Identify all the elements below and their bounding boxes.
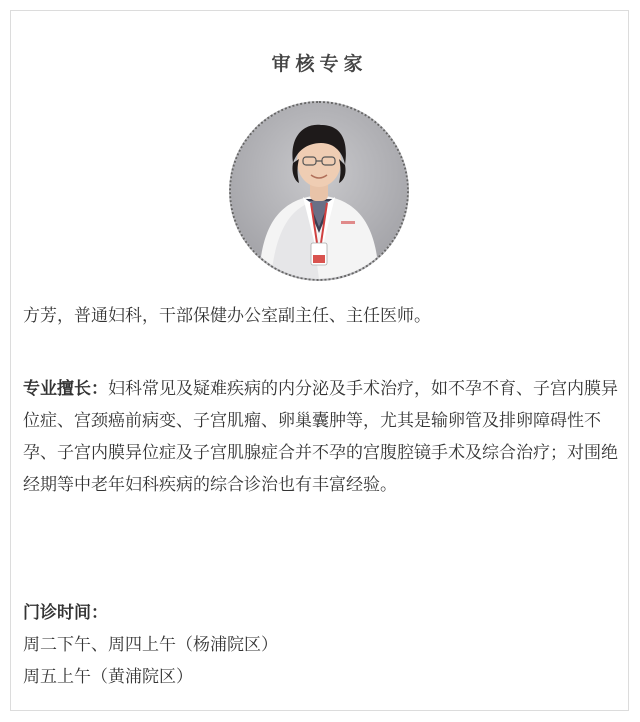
specialty-paragraph <box>23 373 621 501</box>
clinic-schedule-line: 周二下午、周四上午（杨浦院区） <box>23 635 278 655</box>
clinic-schedule-line: 周五上午（黄浦院区） <box>23 667 193 687</box>
specialty-label: 专业擅长： <box>23 379 108 399</box>
specialty-text: 妇科常见及疑难疾病的内分泌及手术治疗，如不孕不育、子宫内膜异位症、宫颈癌前病变、子宫肌瘤、卵巢囊肿等，尤其是输卵管及排卵障碍性不孕、子宫内膜异位症及子宫肌腺症合并不孕的宫腹腔镜手术及综合治疗；对围绝经期等中老年妇科疾病的综合诊治也有丰富经验。 <box>23 379 618 495</box>
page-title: 审核专家 <box>271 53 368 75</box>
doctor-portrait-icon <box>231 103 407 279</box>
doctor-avatar <box>229 101 409 281</box>
expert-card <box>10 10 629 711</box>
clinic-hours-label: 门诊时间： <box>23 603 108 623</box>
doctor-intro: 方芳，普通妇科，干部保健办公室副主任、主任医师。 <box>23 306 431 326</box>
